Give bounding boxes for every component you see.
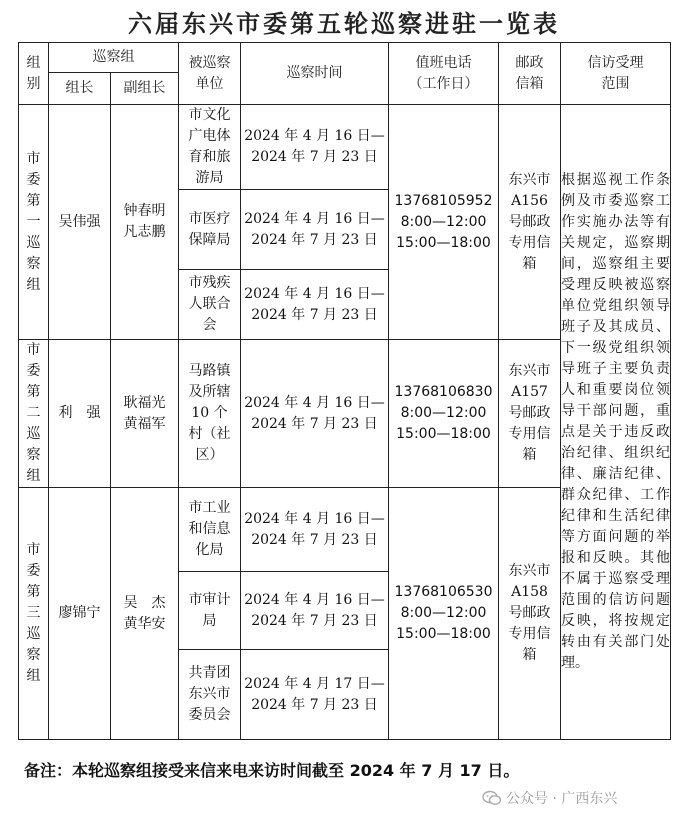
mailbox-cell: 东兴市 A157 号邮政 专用信 箱 (499, 340, 561, 488)
wechat-icon (482, 790, 502, 806)
header-mailbox: 邮政 信箱 (499, 43, 561, 105)
time-cell: 2024 年 4 月 17 日— 2024 年 7 月 23 日 (241, 650, 389, 740)
inspection-table (18, 42, 671, 740)
time-cell: 2024 年 4 月 16 日— 2024 年 7 月 23 日 (241, 270, 389, 340)
group-deputy: 耿福光 黄福军 (111, 340, 179, 488)
mailbox-cell: 东兴市 A158 号邮政 专用信 箱 (499, 488, 561, 740)
header-unit: 被巡察 单位 (179, 43, 241, 105)
unit-cell: 市残疾 人联合 会 (179, 270, 241, 340)
phone-cell: 13768106830 8:00—12:00 15:00—18:00 (389, 340, 499, 488)
scope-text: 根据巡视工作条例及市委巡察工作实施办法等有关规定，巡察期间，巡察组主要受理反映被巡察单位党组织领导班子及其成员、下一级党组织领导班子主要负责人和重要岗位领导干部问题，重点是关于违反政治纪律、组织纪律、廉洁纪律、群众纪律、工作纪律和生活纪律等方面问题的举报和反映。其他不属于巡察受理范围的信访问题反映，将按规定转由有关部门处理。 (561, 172, 670, 671)
group-name: 市 委 第 一 巡 察 组 (19, 105, 49, 340)
watermark-text: 公众号 · 广西东兴 (506, 791, 618, 807)
group-name: 市 委 第 二 巡 察 组 (19, 340, 49, 488)
table-row (19, 105, 671, 190)
header-scope: 信访受理 范围 (561, 43, 671, 105)
group-deputy: 钟春明 凡志鹏 (111, 105, 179, 340)
unit-cell: 马路镇 及所辖 10 个 村（社 区） (179, 340, 241, 488)
group-name: 市 委 第 三 巡 察 组 (19, 488, 49, 740)
unit-cell: 市医疗 保障局 (179, 190, 241, 270)
mailbox-cell: 东兴市 A156 号邮政 专用信 箱 (499, 105, 561, 340)
header-team: 巡察组 (49, 43, 179, 73)
group-leader: 利 强 (49, 340, 111, 488)
header-group: 组 别 (19, 43, 49, 105)
group-leader: 吴伟强 (49, 105, 111, 340)
time-cell: 2024 年 4 月 16 日— 2024 年 7 月 23 日 (241, 572, 389, 650)
page-title: 六届东兴市委第五轮巡察进驻一览表 (128, 9, 560, 38)
unit-cell: 市审计 局 (179, 572, 241, 650)
footnote: 备注：本轮巡察组接受来信来电来访时间截至 2024 年 7 月 17 日。 (24, 761, 520, 780)
header-deputy: 副组长 (111, 73, 179, 105)
time-cell: 2024 年 4 月 16 日— 2024 年 7 月 23 日 (241, 105, 389, 190)
scope-cell (561, 105, 671, 740)
time-cell: 2024 年 4 月 16 日— 2024 年 7 月 23 日 (241, 340, 389, 488)
group-leader: 廖锦宁 (49, 488, 111, 740)
phone-cell: 13768105952 8:00—12:00 15:00—18:00 (389, 105, 499, 340)
time-cell: 2024 年 4 月 16 日— 2024 年 7 月 23 日 (241, 488, 389, 572)
phone-cell: 13768106530 8:00—12:00 15:00—18:00 (389, 488, 499, 740)
group-deputy: 吴 杰 黄华安 (111, 488, 179, 740)
header-leader: 组长 (49, 73, 111, 105)
unit-cell: 市工业 和信息 化局 (179, 488, 241, 572)
unit-cell: 共青团 东兴市 委员会 (179, 650, 241, 740)
watermark (482, 788, 617, 808)
time-cell: 2024 年 4 月 16 日— 2024 年 7 月 23 日 (241, 190, 389, 270)
header-phone: 值班电话 （工作日） (389, 43, 499, 105)
header-time: 巡察时间 (241, 43, 389, 105)
unit-cell: 市文化 广电体 育和旅 游局 (179, 105, 241, 190)
